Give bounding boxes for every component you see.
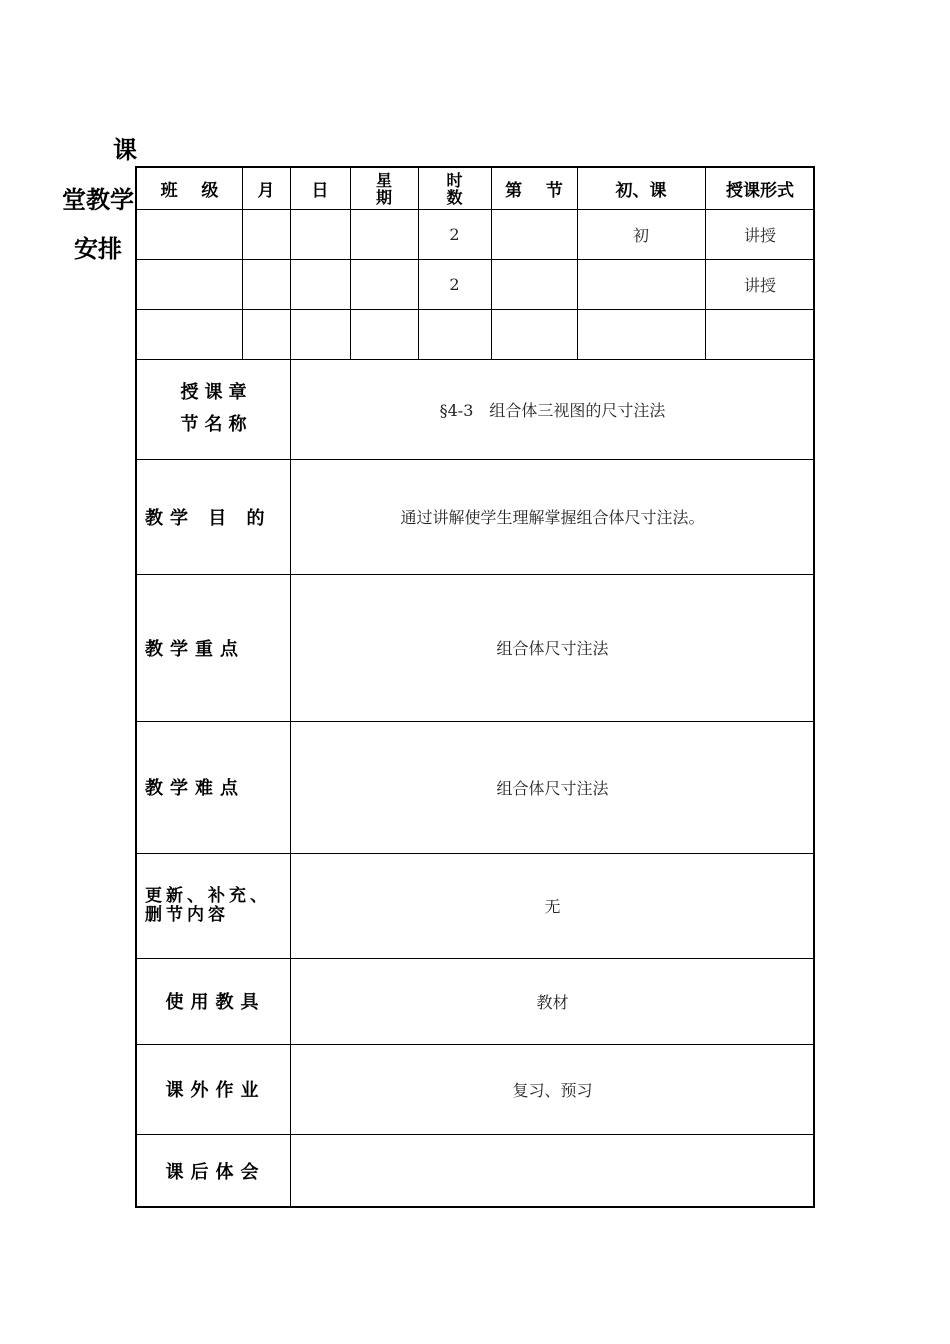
header-weekday-line-1: 星 — [375, 170, 392, 190]
row-1-teaching-form: 讲授 — [743, 225, 776, 245]
label-key-points: 教学重点 — [145, 638, 245, 660]
row-2-month — [242, 259, 290, 309]
header-first-lesson: 初、课 — [615, 181, 667, 201]
row-3-month — [242, 309, 290, 359]
header-weekday — [350, 168, 418, 209]
row-2-class — [137, 259, 242, 309]
row-1-section — [491, 209, 577, 259]
side-title-line-2: 堂教学 — [62, 186, 134, 214]
header-class: 班 级 — [160, 181, 219, 201]
row-3-weekday — [350, 309, 418, 359]
value-homework: 复习、预习 — [512, 1080, 593, 1100]
row-1-month — [242, 209, 290, 259]
row-2-weekday — [350, 259, 418, 309]
row-3-first-lesson — [577, 309, 705, 359]
label-homework: 课外作业 — [165, 1080, 266, 1101]
row-2-hours: 2 — [449, 274, 460, 294]
label-difficult-points: 教学难点 — [145, 778, 245, 799]
value-key-points: 组合体尺寸注法 — [496, 639, 609, 658]
row-2-section — [491, 259, 577, 309]
row-3-section — [491, 309, 577, 359]
row-3-class — [137, 309, 242, 359]
value-teaching-aids: 教材 — [536, 992, 569, 1012]
header-hours-line-1: 时 — [446, 170, 463, 190]
label-updates-line-2: 删节内容 — [145, 904, 229, 925]
row-3-teaching-form — [705, 309, 815, 359]
side-title-line-1: 课 — [113, 136, 137, 164]
row-3-hours — [418, 309, 491, 359]
label-chapter-name — [137, 359, 290, 459]
value-chapter-name: §4-3 组合体三视图的尺寸注法 — [439, 400, 666, 420]
row-1-day — [290, 209, 350, 259]
side-title-line-3: 安排 — [74, 235, 122, 263]
row-1-class — [137, 209, 242, 259]
row-2-first-lesson — [577, 259, 705, 309]
row-1-weekday — [350, 209, 418, 259]
row-1-hours: 2 — [449, 224, 460, 244]
label-updates — [137, 853, 290, 958]
row-2-day — [290, 259, 350, 309]
label-chapter-name-line-2: 节名称 — [180, 414, 253, 435]
value-teaching-goal: 通过讲解使学生理解掌握组合体尺寸注法。 — [400, 508, 705, 527]
label-teaching-aids: 使用教具 — [165, 992, 266, 1013]
header-teaching-form: 授课形式 — [726, 181, 794, 201]
header-hours — [418, 168, 491, 209]
row-1-first-lesson: 初 — [632, 225, 649, 245]
label-reflection: 课后体会 — [165, 1162, 266, 1183]
value-reflection — [290, 1134, 815, 1208]
row-3-day — [290, 309, 350, 359]
row-2-teaching-form: 讲授 — [743, 275, 776, 295]
lesson-plan-table — [135, 166, 815, 1208]
header-weekday-line-2: 期 — [375, 187, 392, 207]
label-updates-line-1: 更新、补充、 — [145, 885, 271, 906]
header-section: 第 节 — [505, 181, 563, 201]
value-difficult-points: 组合体尺寸注法 — [496, 778, 609, 798]
value-updates: 无 — [544, 897, 561, 916]
header-day: 日 — [311, 181, 329, 201]
header-hours-line-2: 数 — [446, 187, 463, 207]
label-chapter-name-line-1: 授课章 — [180, 382, 253, 403]
label-teaching-goal: 教学 目 的 — [145, 507, 272, 529]
header-month: 月 — [257, 181, 275, 201]
